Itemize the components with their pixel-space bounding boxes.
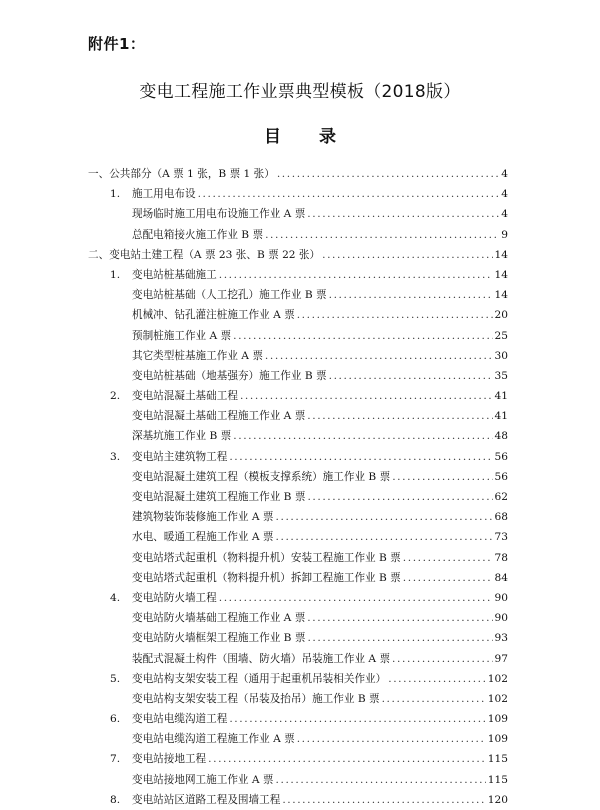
toc-page-number: 25	[494, 329, 508, 342]
toc-page-number: 84	[494, 571, 508, 584]
toc-entry-label: 预制桩施工作业 A 票	[132, 329, 232, 342]
toc-dot-leader	[219, 265, 493, 285]
toc-page-number: 56	[494, 450, 508, 463]
toc-entry-label: 施工用电布设	[132, 188, 196, 201]
toc-entry[interactable]	[88, 184, 508, 204]
toc-dot-leader	[307, 487, 492, 507]
document-title: 变电工程施工作业票典型模板（2018版）	[139, 82, 461, 102]
toc-page-number: 48	[494, 430, 508, 443]
toc-dot-leader	[229, 709, 485, 729]
toc-dot-leader	[276, 507, 493, 527]
toc-page-number: 115	[487, 773, 508, 786]
toc-entry[interactable]	[88, 406, 508, 426]
toc-entry-label: 变电站防火墙框架工程施工作业 B 票	[132, 632, 306, 645]
toc-page-number: 78	[494, 551, 508, 564]
toc-dot-leader	[329, 366, 493, 386]
toc-dot-leader	[392, 649, 492, 669]
toc-entry-label: 变电站塔式起重机（物料提升机）拆卸工程施工作业 B 票	[132, 571, 401, 584]
toc-page-number: 102	[487, 672, 508, 685]
toc-dot-leader	[403, 568, 493, 588]
toc-heading: 目 录	[264, 127, 352, 147]
toc-entry-number: 2.	[110, 390, 121, 403]
toc-entry-label: 公共部分（A 票 1 张，B 票 1 张）	[109, 168, 275, 180]
toc-entry[interactable]	[88, 507, 508, 527]
toc-dot-leader	[329, 285, 493, 305]
toc-entry-label: 变电站构支架安装工程（吊装及抬吊）施工作业 B 票	[132, 692, 380, 705]
toc-dot-leader	[208, 749, 486, 769]
toc-dot-leader	[265, 346, 493, 366]
toc-entry-number: 8.	[110, 793, 121, 806]
toc-entry-label: 变电站主建筑物工程	[132, 450, 228, 463]
toc-dot-leader	[219, 588, 493, 608]
toc-entry[interactable]	[88, 749, 508, 769]
toc-page-number: 4	[501, 188, 508, 201]
toc-page-number: 56	[494, 470, 508, 483]
toc-entry[interactable]	[88, 426, 508, 446]
toc-page-number: 41	[494, 390, 508, 403]
toc-entry-label: 现场临时施工用电布设施工作业 A 票	[132, 208, 306, 221]
toc-entry[interactable]	[88, 689, 508, 709]
toc-entry-label: 深基坑施工作业 B 票	[132, 430, 232, 443]
toc-dot-leader	[276, 770, 486, 790]
toc-entry[interactable]	[88, 366, 508, 386]
toc-entry[interactable]	[88, 225, 508, 245]
toc-dot-leader	[307, 204, 499, 224]
toc-dot-leader	[233, 326, 492, 346]
toc-dot-leader	[265, 225, 499, 245]
toc-page-number: 30	[494, 349, 508, 362]
toc-dot-leader	[382, 689, 486, 709]
toc-page-number: 109	[487, 733, 508, 746]
toc-entry-label: 变电站混凝土建筑工程施工作业 B 票	[132, 491, 306, 503]
toc-dot-leader	[392, 467, 492, 487]
toc-page-number: 35	[494, 369, 508, 382]
toc-entry-label: 总配电箱接火施工作业 B 票	[132, 228, 264, 241]
toc-entry[interactable]	[88, 487, 508, 507]
toc-dot-leader	[307, 608, 492, 628]
toc-dot-leader	[240, 386, 493, 406]
toc-entry[interactable]	[88, 669, 508, 689]
toc-entry-number: 1.	[110, 268, 121, 281]
toc-page-number: 90	[494, 612, 508, 625]
toc-page-number: 14	[494, 289, 508, 302]
toc-page-number: 62	[494, 491, 508, 503]
toc-entry-label: 变电站土建工程（A 票 23 张、B 票 22 张）	[109, 248, 321, 261]
attachment-label: 附件1：	[88, 35, 146, 53]
toc-page-number: 41	[494, 410, 508, 423]
toc-entry[interactable]	[88, 346, 508, 366]
toc-page-number: 109	[487, 713, 508, 726]
toc-page-number: 20	[494, 309, 508, 322]
toc-dot-leader	[282, 790, 485, 810]
toc-entry[interactable]	[88, 245, 508, 265]
toc-page-number: 4	[501, 208, 508, 221]
toc-dot-leader	[322, 245, 492, 265]
toc-entry-label: 其它类型桩基施工作业 A 票	[132, 349, 263, 362]
toc-page-number: 102	[487, 692, 508, 705]
toc-page-number: 68	[494, 511, 508, 524]
toc-page-number: 90	[494, 591, 508, 604]
toc-entry[interactable]	[88, 285, 508, 305]
toc-entry[interactable]	[88, 608, 508, 628]
toc-dot-leader	[277, 164, 499, 184]
toc-entry-label: 变电站桩基础（人工挖孔）施工作业 B 票	[132, 289, 327, 302]
toc-entry-label: 装配式混凝土构件（围墙、防火墙）吊装施工作业 A 票	[132, 652, 391, 665]
toc-dot-leader	[297, 305, 493, 325]
toc-entry-number: 5.	[110, 672, 121, 685]
toc-entry-label: 变电站电缆沟道工程施工作业 A 票	[132, 733, 295, 746]
toc-dot-leader	[297, 729, 486, 749]
toc-dot-leader	[388, 669, 486, 689]
toc-entry[interactable]	[88, 204, 508, 224]
toc-entry-number: 二、	[88, 248, 110, 261]
toc-entry[interactable]	[88, 447, 508, 467]
toc-dot-leader	[233, 426, 492, 446]
toc-entry-label: 水电、暖通工程施工作业 A 票	[132, 531, 274, 544]
toc-entry-number: 7.	[110, 753, 121, 766]
toc-dot-leader	[307, 628, 492, 648]
toc-dot-leader	[276, 527, 493, 547]
toc-page-number: 97	[494, 652, 508, 665]
toc-entry-number: 6.	[110, 713, 121, 726]
toc-entry[interactable]	[88, 770, 508, 790]
toc-dot-leader	[403, 548, 493, 568]
toc-entry-label: 变电站混凝土基础工程	[132, 390, 238, 403]
toc-entry-number: 4.	[110, 591, 121, 604]
toc-entry[interactable]	[88, 386, 508, 406]
toc-entry-label: 变电站防火墙工程	[132, 591, 217, 604]
toc-entry[interactable]	[88, 467, 508, 487]
toc-page-number: 14	[494, 248, 508, 261]
toc-entry[interactable]	[88, 265, 508, 285]
toc-entry-number: 1.	[110, 188, 121, 201]
toc-entry[interactable]	[88, 164, 508, 184]
toc-entry-label: 变电站接地网工施工作业 A 票	[132, 773, 274, 786]
toc-page-number: 73	[494, 531, 508, 544]
toc-entry[interactable]	[88, 548, 508, 568]
toc-dot-leader	[198, 184, 500, 204]
toc-entry-number: 3.	[110, 450, 121, 463]
toc-page-number: 9	[501, 228, 508, 241]
toc-page-number: 14	[494, 268, 508, 281]
toc-entry[interactable]	[88, 527, 508, 547]
toc-entry-label: 变电站混凝土建筑工程（模板支撑系统）施工作业 B 票	[132, 470, 391, 483]
toc-entry[interactable]	[88, 709, 508, 729]
toc-entry-label: 变电站站区道路工程及围墙工程	[132, 793, 281, 806]
toc-entry-label: 变电站桩基础（地基强夯）施工作业 B 票	[132, 369, 327, 382]
toc-entry-label: 变电站接地工程	[132, 753, 207, 766]
toc-entry[interactable]	[88, 568, 508, 588]
toc-entry-label: 变电站桩基础施工	[132, 268, 217, 281]
toc-entry[interactable]	[88, 326, 508, 346]
toc-entry-label: 变电站塔式起重机（物料提升机）安装工程施工作业 B 票	[132, 551, 401, 564]
toc-page-number: 93	[494, 632, 508, 645]
toc-page-number: 115	[487, 753, 508, 766]
toc-entry[interactable]	[88, 729, 508, 749]
table-of-contents	[88, 164, 508, 810]
toc-entry[interactable]	[88, 790, 508, 810]
toc-entry[interactable]	[88, 305, 508, 325]
toc-dot-leader	[307, 406, 492, 426]
toc-entry-label: 变电站防火墙基础工程施工作业 A 票	[132, 612, 306, 625]
toc-entry-label: 变电站构支架安装工程（通用于起重机吊装相关作业）	[132, 672, 387, 685]
toc-page-number: 4	[501, 168, 508, 180]
toc-entry[interactable]	[88, 588, 508, 608]
toc-entry[interactable]	[88, 628, 508, 648]
toc-page-number: 120	[487, 793, 508, 806]
toc-entry-label: 变电站电缆沟道工程	[132, 713, 228, 726]
toc-entry-label: 变电站混凝土基础工程施工作业 A 票	[132, 410, 306, 423]
toc-entry-label: 建筑物装饰装修施工作业 A 票	[132, 511, 274, 524]
toc-dot-leader	[229, 447, 492, 467]
toc-entry-label: 机械冲、钻孔灌注桩施工作业 A 票	[132, 309, 295, 322]
toc-entry-number: 一、	[88, 168, 110, 180]
toc-entry[interactable]	[88, 649, 508, 669]
